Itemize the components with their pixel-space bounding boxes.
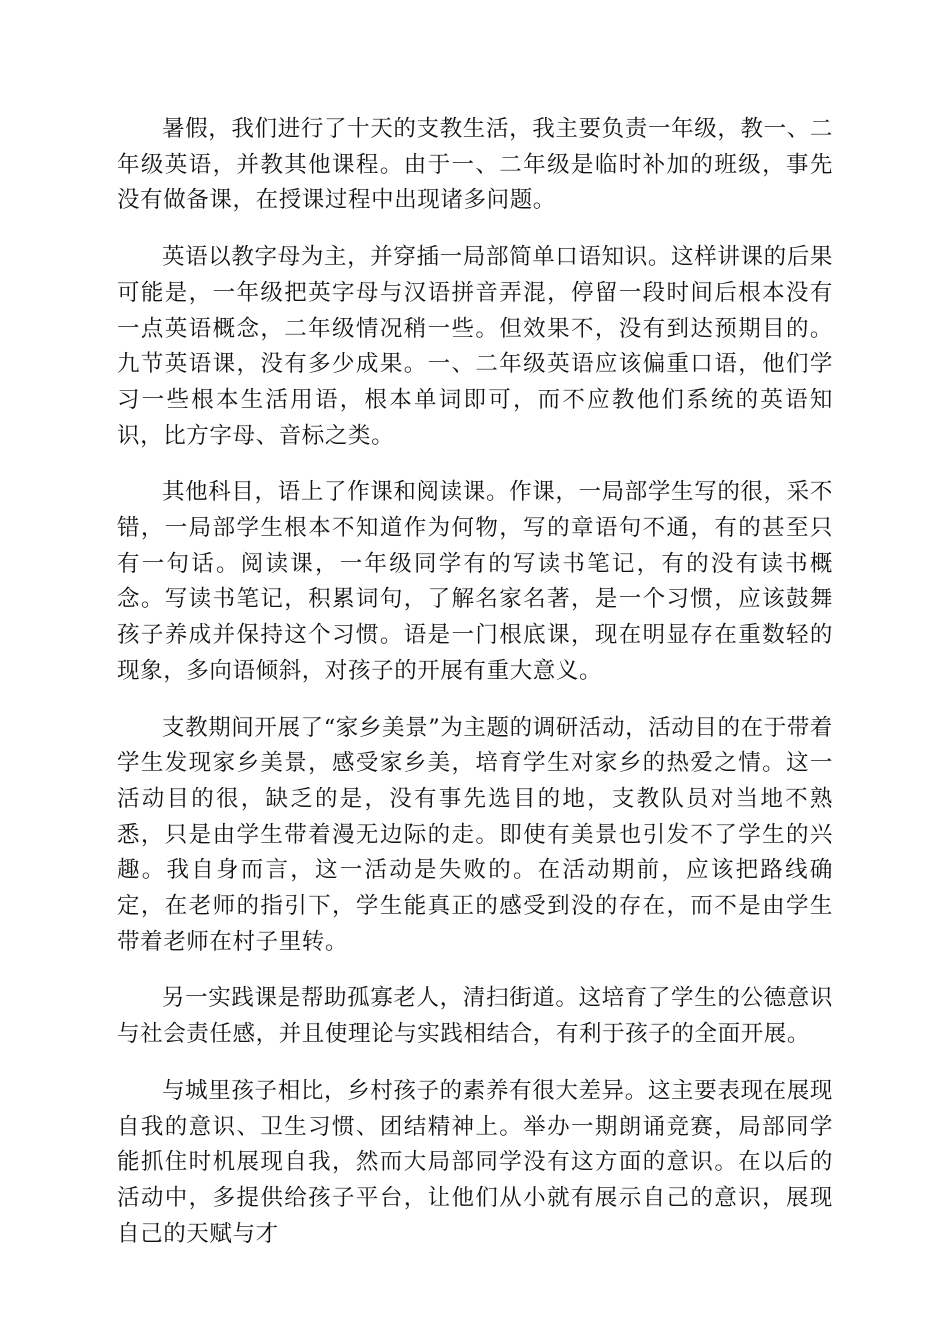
paragraph-6: 与城里孩子相比，乡村孩子的素养有很大差异。这主要表现在展现自我的意识、卫生习惯、团结精神上。举办一期朗诵竞赛，局部同学能抓住时机展现自我，然而大局部同学没有这方面的意识。在以后的活动中，多提供给孩子平台，让他们从小就有展示自己的意识，展现自己的天赋与才 xyxy=(117,1077,833,1247)
paragraph-1: 暑假，我们进行了十天的支教生活，我主要负责一年级，教一、二年级英语，并教其他课程。由于一、二年级是临时补加的班级，事先没有做备课，在授课过程中出现诸多问题。 xyxy=(117,116,833,214)
paragraph-4: 支教期间开展了“家乡美景”为主题的调研活动，活动目的在于带着学生发现家乡美景，感受家乡美，培育学生对家乡的热爱之情。这一活动目的很，缺乏的是，没有事先选目的地，支教队员对当地不熟悉，只是由学生带着漫无边际的走。即使有美景也引发不了学生的兴趣。我自身而言，这一活动是失败的。在活动期前，应该把路线确定，在老师的指引下，学生能真正的感受到没的存在，而不是由学生带着老师在村子里转。 xyxy=(117,714,834,955)
paragraph-5: 另一实践课是帮助孤寡老人，清扫街道。这培育了学生的公德意识与社会责任感，并且使理论与实践相结合，有利于孩子的全面开展。 xyxy=(117,985,833,1048)
document-body xyxy=(117,112,833,1273)
paragraph-3: 其他科目，语上了作课和阅读课。作课，一局部学生写的很，采不错，一局部学生根本不知道作为何物，写的章语句不通，有的甚至只有一句话。阅读课，一年级同学有的写读书笔记，有的没有读书概念。写读书笔记，积累词句，了解名家名著，是一个习惯，应该鼓舞孩子养成并保持这个习惯。语是一门根底课，现在明显存在重数轻的现象，多向语倾斜，对孩子的开展有重大意义。 xyxy=(117,479,833,684)
paragraph-2: 英语以教字母为主，并穿插一局部简单口语知识。这样讲课的后果可能是，一年级把英字母与汉语拼音弄混，停留一段时间后根本没有一点英语概念，二年级情况稍一些。但效果不，没有到达预期目的。九节英语课，没有多少成果。一、二年级英语应该偏重口语，他们学习一些根本生活用语，根本单词即可，而不应教他们系统的英语知识，比方字母、音标之类。 xyxy=(117,244,833,449)
